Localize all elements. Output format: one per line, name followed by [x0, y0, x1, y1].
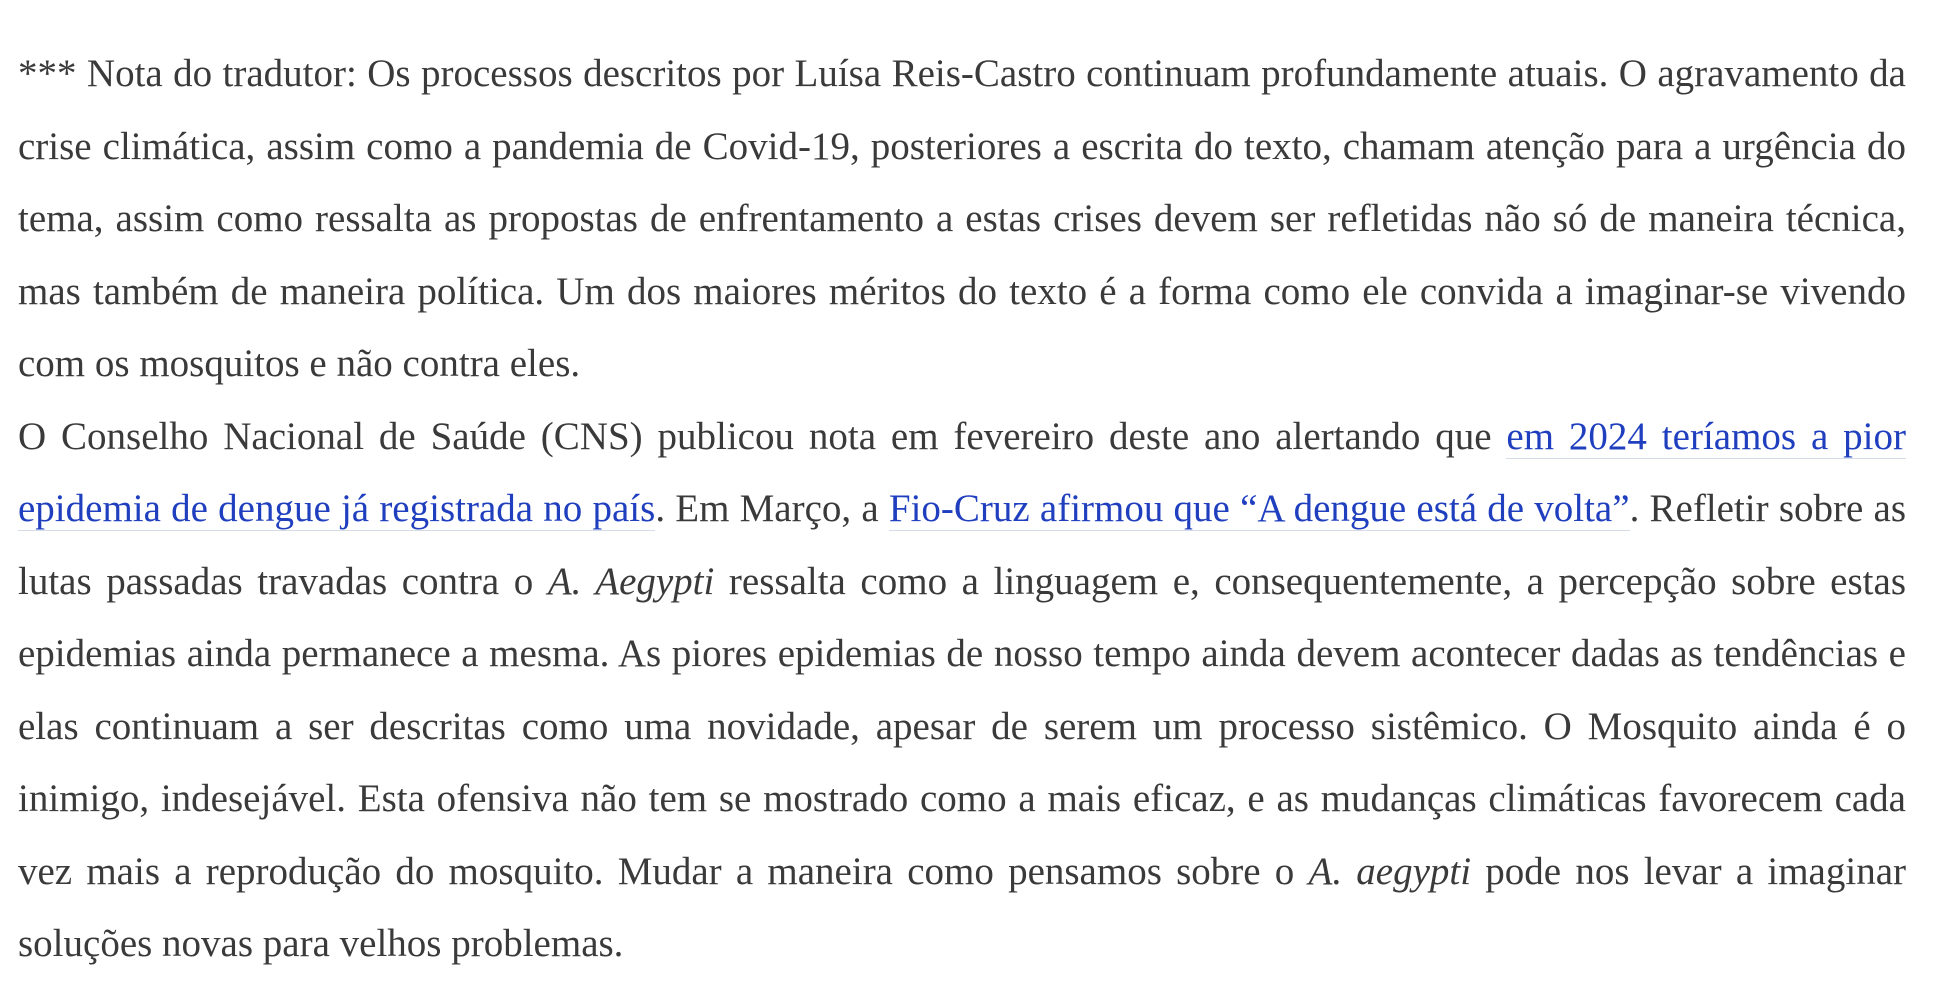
article-body	[18, 38, 1906, 981]
paragraph-connector-text: . Em Março, a	[655, 487, 889, 530]
paragraph-after-link-text: . Refletir sobre as lutas passadas travadas contra o	[18, 487, 1906, 603]
dengue-context-paragraph	[18, 401, 1906, 981]
cns-epidemic-link[interactable]: em 2024 teríamos a pior epidemia de dengue já registrada no país	[18, 414, 1906, 530]
paragraph-intro-text: O Conselho Nacional de Saúde (CNS) publicou nota em fevereiro deste ano alertando que	[18, 414, 1507, 458]
translator-note-paragraph: *** Nota do tradutor: Os processos descritos por Luísa Reis-Castro continuam profundamente atuais. O agravamento da crise climática, assim como a pandemia de Covid-19, posteriores a escrita do texto, chamam atenção para a urgência do tema, assim como ressalta as propostas de enfrentamento a estas crises devem ser refletidas não só de maneira técnica, mas também de maneira política. Um dos maiores méritos do texto é a forma como ele convida a imaginar-se vivendo com os mosquitos e não contra eles.	[18, 52, 1906, 385]
species-name-1: A. Aegypti	[547, 559, 715, 603]
species-name-2: A. aegypti	[1308, 849, 1472, 893]
fiocruz-dengue-link[interactable]: Fio-Cruz afirmou que “A dengue está de volta”	[888, 487, 1630, 530]
paragraph-body-text: ressalta como a linguagem e, consequentemente, a percepção sobre estas epidemias ainda permanece a mesma. As piores epidemias de nosso tempo ainda devem acontecer dadas as tendências e elas continuam a ser descritas como uma novidade, apesar de serem um processo sistêmico. O Mosquito ainda é o inimigo, indesejável. Esta ofensiva não tem se mostrado como a mais eficaz, e as mudanças climáticas favorecem cada vez mais a reprodução do mosquito. Mudar a maneira como pensamos sobre o	[18, 559, 1906, 893]
paragraph-end-text: pode nos levar a imaginar soluções novas para velhos problemas.	[18, 849, 1906, 965]
